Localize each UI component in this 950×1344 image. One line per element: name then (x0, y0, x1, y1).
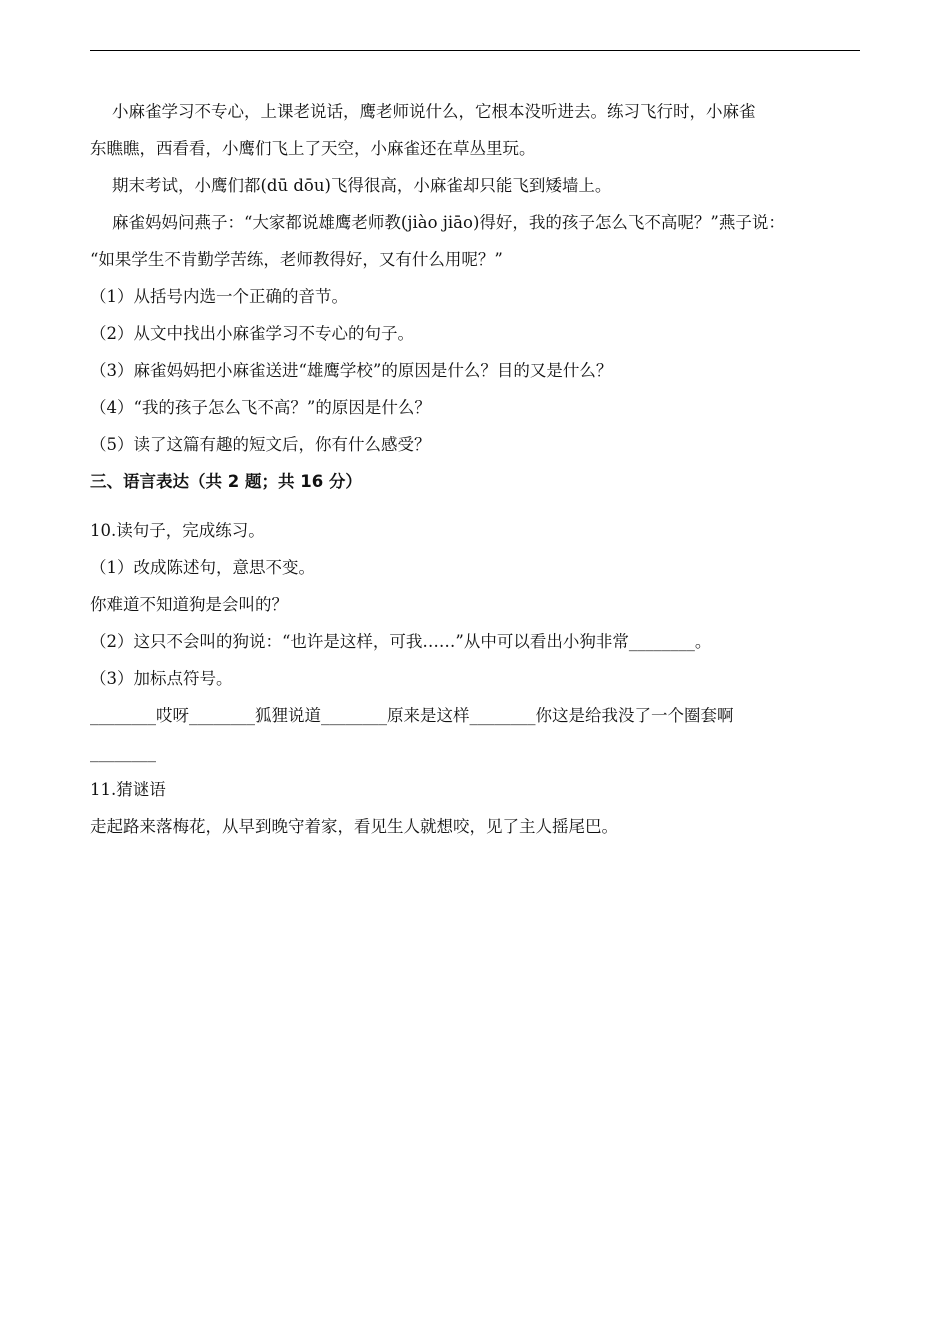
heading-spacer (90, 500, 860, 512)
question-10-sentence: 你难道不知道狗是会叫的？ (90, 595, 288, 614)
passage-paragraph-2: 期末考试，小鹰们都(dū dōu)飞得很高，小麻雀却只能飞到矮墙上。 (112, 176, 612, 195)
passage-paragraph-3-line-1: 麻雀妈妈问燕子：“大家都说雄鹰老师教(jiào jiāo)得好，我的孩子怎么飞不高呢？”燕子说： (112, 213, 785, 232)
question-9-part-4: （4）“我的孩子怎么飞不高？”的原因是什么？ (90, 398, 431, 417)
passage-paragraph-1-line-2: 东瞧瞧，西看看，小鹰们飞上了天空，小麻雀还在草丛里玩。 (90, 139, 536, 158)
punctuation-exercise-line-1: ________哎呀________狐狸说道________原来是这样________你这是给我没了一个圈套啊 (90, 706, 734, 725)
question-11-title: 11.猜谜语 (90, 780, 166, 799)
document-body (90, 93, 860, 845)
section-3-heading: 三、语言表达（共 2 题；共 16 分） (90, 472, 362, 491)
question-9-part-1: （1）从括号内选一个正确的音节。 (90, 287, 348, 306)
header-rule (90, 50, 860, 51)
passage-paragraph-3-line-2: “如果学生不肯勤学苦练，老师教得好，又有什么用呢？” (90, 250, 503, 269)
question-10-part-3: （3）加标点符号。 (90, 669, 233, 688)
question-10-part-1: （1）改成陈述句，意思不变。 (90, 558, 315, 577)
question-9-part-2: （2）从文中找出小麻雀学习不专心的句子。 (90, 324, 414, 343)
passage-paragraph-1-line-1: 小麻雀学习不专心，上课老说话，鹰老师说什么，它根本没听进去。练习飞行时，小麻雀 (112, 102, 756, 121)
question-11-riddle: 走起路来落梅花，从早到晚守着家，看见生人就想咬，见了主人摇尾巴。 (90, 817, 618, 836)
question-9-part-3: （3）麻雀妈妈把小麻雀送进“雄鹰学校”的原因是什么？目的又是什么？ (90, 361, 613, 380)
question-10-part-2: （2）这只不会叫的狗说：“也许是这样，可我……”从中可以看出小狗非常________。 (90, 632, 712, 651)
question-9-part-5: （5）读了这篇有趣的短文后，你有什么感受？ (90, 435, 431, 454)
punctuation-exercise-line-2: ________ (90, 743, 156, 762)
question-10-title: 10.读句子，完成练习。 (90, 521, 265, 540)
